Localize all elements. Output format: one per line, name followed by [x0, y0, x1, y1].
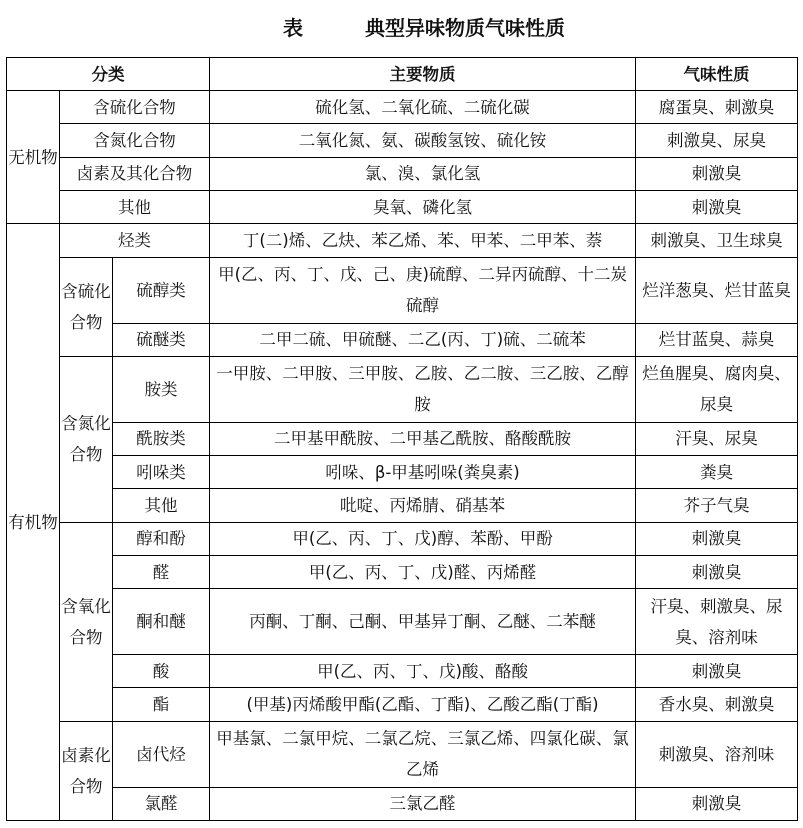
category-cell: 醛: [113, 556, 210, 589]
odor-cell: 粪臭: [636, 455, 798, 488]
substance-cell: 甲(乙、丙、丁、戊)酸、酪酸: [210, 655, 636, 688]
caption-label: 表: [283, 16, 303, 40]
table-row: [7, 787, 798, 820]
odor-table: [6, 57, 798, 821]
group-sulfur: 含硫化合物: [60, 257, 113, 356]
substance-cell: 丙酮、丁酮、己酮、甲基异丁酮、乙醚、二苯醚: [210, 589, 636, 655]
odor-cell: 刺激臭、卫生球臭: [636, 224, 798, 257]
group-oxygen: 含氧化合物: [60, 522, 113, 721]
table-row: [7, 356, 798, 422]
category-cell: 酯: [113, 688, 210, 721]
substance-cell: 二甲二硫、甲硫醚、二乙(丙、丁)硫、二硫苯: [210, 323, 636, 356]
category-cell: 卤代烃: [113, 721, 210, 787]
table-row: [7, 257, 798, 323]
category-cell: 其他: [113, 489, 210, 522]
odor-cell: 刺激臭: [636, 191, 798, 224]
table-row: [7, 556, 798, 589]
odor-cell: 汗臭、刺激臭、尿臭、溶剂味: [636, 589, 798, 655]
odor-cell: 芥子气臭: [636, 489, 798, 522]
odor-cell: 汗臭、尿臭: [636, 422, 798, 455]
odor-cell: 烂甘蓝臭、蒜臭: [636, 323, 798, 356]
group-nitrogen: 含氮化合物: [60, 356, 113, 522]
table-row: [7, 489, 798, 522]
table-row: [7, 323, 798, 356]
substance-cell: 甲基氯、二氯甲烷、二氯乙烷、三氯乙烯、四氯化碳、氯乙烯: [210, 721, 636, 787]
table-row: [7, 91, 798, 124]
substance-cell: (甲基)丙烯酸甲酯(乙酯、丁酯)、乙酸乙酯(丁酯): [210, 688, 636, 721]
substance-cell: 甲(乙、丙、丁、戊、己、庚)硫醇、二异丙硫醇、十二炭硫醇: [210, 257, 636, 323]
category-cell: 含硫化合物: [60, 91, 210, 124]
substance-cell: 三氯乙醛: [210, 787, 636, 820]
table-row: [7, 191, 798, 224]
odor-cell: 刺激臭: [636, 556, 798, 589]
odor-cell: 香水臭、刺激臭: [636, 688, 798, 721]
category-cell: 酸: [113, 655, 210, 688]
table-header-row: [7, 58, 798, 91]
table-row: [7, 422, 798, 455]
substance-cell: 二甲基甲酰胺、二甲基乙酰胺、酪酸酰胺: [210, 422, 636, 455]
category-cell: 醇和酚: [113, 522, 210, 555]
category-cell: 胺类: [113, 356, 210, 422]
odor-cell: 腐蛋臭、刺激臭: [636, 91, 798, 124]
header-substances: 主要物质: [210, 58, 636, 91]
substance-cell: 甲(乙、丙、丁、戊)醛、丙烯醛: [210, 556, 636, 589]
odor-cell: 刺激臭、尿臭: [636, 124, 798, 157]
category-cell: 硫醚类: [113, 323, 210, 356]
table-row: [7, 124, 798, 157]
category-cell: 其他: [60, 191, 210, 224]
table-row: [7, 157, 798, 190]
page-title: 典型异味物质气味性质: [365, 16, 565, 40]
category-cell: 吲哚类: [113, 455, 210, 488]
table-row: [7, 688, 798, 721]
category-cell: 酰胺类: [113, 422, 210, 455]
odor-cell: 刺激臭: [636, 655, 798, 688]
substance-cell: 硫化氢、二氧化硫、二硫化碳: [210, 91, 636, 124]
table-caption: [0, 8, 803, 48]
category-cell: 酮和醚: [113, 589, 210, 655]
table-row: [7, 224, 798, 257]
group-organic: 有机物: [7, 224, 60, 821]
substance-cell: 臭氧、磷化氢: [210, 191, 636, 224]
category-cell: 含氮化合物: [60, 124, 210, 157]
table-row: [7, 455, 798, 488]
substance-cell: 一甲胺、二甲胺、三甲胺、乙胺、乙二胺、三乙胺、乙醇胺: [210, 356, 636, 422]
odor-cell: 刺激臭: [636, 157, 798, 190]
odor-cell: 刺激臭、溶剂味: [636, 721, 798, 787]
header-odor: 气味性质: [636, 58, 798, 91]
table-row: [7, 721, 798, 787]
substance-cell: 吡啶、丙烯腈、硝基苯: [210, 489, 636, 522]
table-row: [7, 655, 798, 688]
substance-cell: 甲(乙、丙、丁、戊)醇、苯酚、甲酚: [210, 522, 636, 555]
category-cell: 卤素及其化合物: [60, 157, 210, 190]
header-category: 分类: [7, 58, 210, 91]
substance-cell: 二氧化氮、氨、碳酸氢铵、硫化铵: [210, 124, 636, 157]
group-inorganic: 无机物: [7, 91, 60, 224]
odor-cell: 烂洋葱臭、烂甘蓝臭: [636, 257, 798, 323]
group-halogen: 卤素化合物: [60, 721, 113, 820]
odor-cell: 刺激臭: [636, 522, 798, 555]
substance-cell: 吲哚、β-甲基吲哚(粪臭素): [210, 455, 636, 488]
category-cell: 烃类: [60, 224, 210, 257]
category-cell: 氯醛: [113, 787, 210, 820]
odor-cell: 烂鱼腥臭、腐肉臭、尿臭: [636, 356, 798, 422]
substance-cell: 丁(二)烯、乙炔、苯乙烯、苯、甲苯、二甲苯、萘: [210, 224, 636, 257]
substance-cell: 氯、溴、氯化氢: [210, 157, 636, 190]
odor-cell: 刺激臭: [636, 787, 798, 820]
category-cell: 硫醇类: [113, 257, 210, 323]
table-row: [7, 589, 798, 655]
table-row: [7, 522, 798, 555]
